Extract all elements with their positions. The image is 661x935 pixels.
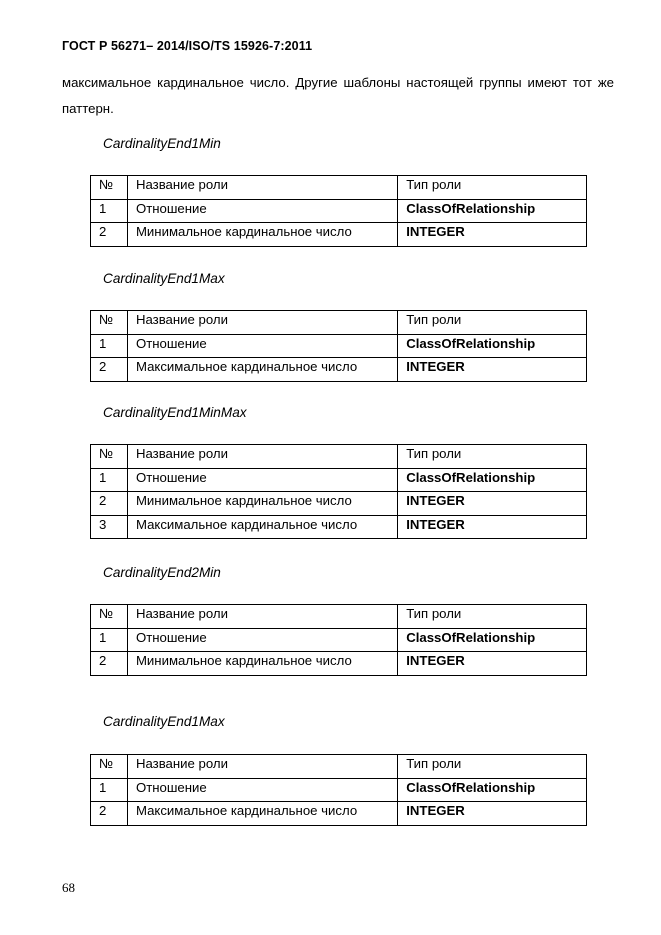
cell-role-type: INTEGER <box>398 223 587 247</box>
role-table-3 <box>90 444 587 539</box>
cell-num: 3 <box>91 515 128 539</box>
role-table-1 <box>90 175 587 247</box>
table-row <box>91 468 587 492</box>
cell-role-name: Минимальное кардинальное число <box>127 492 397 516</box>
header-role-name: Название роли <box>127 605 397 629</box>
table-row <box>91 652 587 676</box>
table-header-row <box>91 755 587 779</box>
cell-role-type: INTEGER <box>398 652 587 676</box>
cell-role-name: Отношение <box>127 628 397 652</box>
cell-role-type: ClassOfRelationship <box>398 199 587 223</box>
cell-role-name: Минимальное кардинальное число <box>127 223 397 247</box>
cell-num: 1 <box>91 778 128 802</box>
cell-num: 1 <box>91 199 128 223</box>
table-header-row <box>91 445 587 469</box>
header-num: № <box>91 445 128 469</box>
template-title-5: CardinalityEnd1Max <box>103 714 225 729</box>
table-header-row <box>91 176 587 200</box>
template-title-1: CardinalityEnd1Min <box>103 136 221 151</box>
cell-num: 2 <box>91 358 128 382</box>
cell-role-name: Максимальное кардинальное число <box>127 802 397 826</box>
template-title-3: CardinalityEnd1MinMax <box>103 405 247 420</box>
cell-num: 2 <box>91 492 128 516</box>
cell-role-name: Минимальное кардинальное число <box>127 652 397 676</box>
cell-role-type: ClassOfRelationship <box>398 628 587 652</box>
header-num: № <box>91 176 128 200</box>
header-role-name: Название роли <box>127 176 397 200</box>
header-role-name: Название роли <box>127 755 397 779</box>
page-number: 68 <box>62 880 75 895</box>
header-role-name: Название роли <box>127 311 397 335</box>
header-num: № <box>91 605 128 629</box>
table-header-row <box>91 605 587 629</box>
header-role-type: Тип роли <box>398 605 587 629</box>
table-row <box>91 492 587 516</box>
header-role-type: Тип роли <box>398 445 587 469</box>
role-table-2 <box>90 310 587 382</box>
template-title-4: CardinalityEnd2Min <box>103 565 221 580</box>
cell-role-type: INTEGER <box>398 515 587 539</box>
cell-num: 2 <box>91 223 128 247</box>
header-role-type: Тип роли <box>398 311 587 335</box>
table-row <box>91 334 587 358</box>
cell-role-type: INTEGER <box>398 492 587 516</box>
header-role-type: Тип роли <box>398 755 587 779</box>
document-header: ГОСТ Р 56271– 2014/ISO/TS 15926-7:2011 <box>62 39 313 53</box>
cell-role-name: Отношение <box>127 778 397 802</box>
table-row <box>91 358 587 382</box>
cell-role-name: Максимальное кардинальное число <box>127 358 397 382</box>
table-row <box>91 802 587 826</box>
table-row <box>91 628 587 652</box>
header-role-type: Тип роли <box>398 176 587 200</box>
cell-role-type: INTEGER <box>398 358 587 382</box>
cell-role-name: Отношение <box>127 199 397 223</box>
table-row <box>91 778 587 802</box>
header-num: № <box>91 755 128 779</box>
cell-role-name: Отношение <box>127 334 397 358</box>
cell-num: 2 <box>91 652 128 676</box>
cell-num: 1 <box>91 628 128 652</box>
cell-role-type: ClassOfRelationship <box>398 778 587 802</box>
intro-paragraph: максимальное кардинальное число. Другие шаблоны настоящей группы имеют тот же паттерн. <box>62 75 614 116</box>
cell-num: 1 <box>91 334 128 358</box>
table-row <box>91 199 587 223</box>
cell-role-name: Отношение <box>127 468 397 492</box>
cell-role-type: ClassOfRelationship <box>398 468 587 492</box>
template-title-2: CardinalityEnd1Max <box>103 271 225 286</box>
role-table-5 <box>90 754 587 826</box>
header-num: № <box>91 311 128 335</box>
cell-num: 1 <box>91 468 128 492</box>
table-header-row <box>91 311 587 335</box>
table-row <box>91 515 587 539</box>
table-row <box>91 223 587 247</box>
role-table-4 <box>90 604 587 676</box>
cell-num: 2 <box>91 802 128 826</box>
header-role-name: Название роли <box>127 445 397 469</box>
cell-role-name: Максимальное кардинальное число <box>127 515 397 539</box>
cell-role-type: INTEGER <box>398 802 587 826</box>
cell-role-type: ClassOfRelationship <box>398 334 587 358</box>
